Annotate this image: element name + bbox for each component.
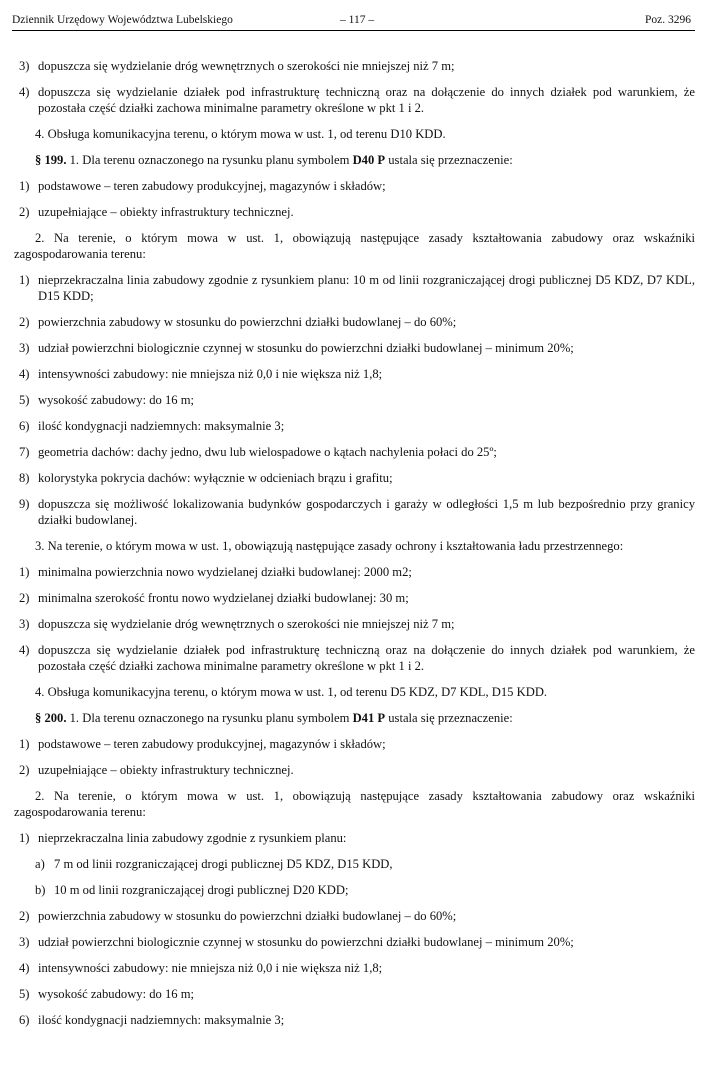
s199-p2-items: [14, 272, 695, 528]
item-text: podstawowe – teren zabudowy produkcyjnej, magazynów i składów;: [38, 737, 386, 751]
item-number: 5): [19, 393, 30, 407]
list-item: [14, 1012, 695, 1028]
item-number: a): [35, 857, 45, 871]
page-header: [12, 12, 695, 31]
item-number: 3): [19, 341, 30, 355]
paragraph: 3. Na terenie, o którym mowa w ust. 1, obowiązują następujące zasady ochrony i kształtowania ładu przestrzennego:: [35, 539, 624, 553]
section-number: § 200.: [35, 711, 67, 725]
list-item: [14, 762, 695, 778]
item-number: 2): [19, 591, 30, 605]
sub-item: [14, 882, 695, 898]
item-number: 4): [19, 643, 30, 657]
s199-items: [14, 178, 695, 220]
item-number: 5): [19, 987, 30, 1001]
list-item: [14, 590, 695, 606]
list-item: [14, 642, 695, 674]
item-text: minimalna powierzchnia nowo wydzielanej działki budowlanej: 2000 m2;: [38, 565, 412, 579]
section-number: § 199.: [35, 153, 67, 167]
item-number: 4): [19, 367, 30, 381]
section-text: ustala się przeznaczenie:: [385, 153, 513, 167]
item-number: 8): [19, 471, 30, 485]
item-text: geometria dachów: dachy jedno, dwu lub wielospadowe o kątach nachylenia połaci do 25º;: [38, 445, 497, 459]
paragraph: 2. Na terenie, o którym mowa w ust. 1, obowiązują następujące zasady kształtowania zabudowy oraz wskaźniki zagospodarowania terenu:: [14, 231, 695, 261]
item-number: 6): [19, 1013, 30, 1027]
list-item: [14, 58, 695, 74]
item-text: powierzchnia zabudowy w stosunku do powierzchni działki budowlanej – do 60%;: [38, 909, 457, 923]
list-item: [14, 340, 695, 356]
item-number: 4): [19, 85, 30, 99]
item-text: powierzchnia zabudowy w stosunku do powierzchni działki budowlanej – do 60%;: [38, 315, 457, 329]
page-number: – 117 –: [340, 14, 375, 26]
list-item: [14, 366, 695, 382]
s200-items: [14, 736, 695, 778]
item-number: 4): [19, 961, 30, 975]
item-text: udział powierzchni biologicznie czynnej w stosunku do powierzchni działki budowlanej – minimum 20%;: [38, 935, 574, 949]
item-text: intensywności zabudowy: nie mniejsza niż 0,0 i nie większa niż 1,8;: [38, 961, 383, 975]
section-text: 1. Dla terenu oznaczonego na rysunku planu symbolem: [66, 711, 353, 725]
item-number: 2): [19, 315, 30, 329]
section-200-heading: [14, 710, 695, 726]
list-item: [14, 564, 695, 580]
list-item: [14, 470, 695, 486]
section-text: 1. Dla terenu oznaczonego na rysunku planu symbolem: [66, 153, 353, 167]
item-text: nieprzekraczalna linia zabudowy zgodnie z rysunkiem planu: 10 m od linii rozgraniczającej drogi publicznej D5 KDZ, D7 KDL, D15 KDD;: [38, 273, 695, 303]
list-item: [14, 418, 695, 434]
item-text: wysokość zabudowy: do 16 m;: [38, 393, 195, 407]
item-number: 9): [19, 497, 30, 511]
list-item: [14, 616, 695, 632]
item-text: dopuszcza się wydzielanie dróg wewnętrznych o szerokości nie mniejszej niż 7 m;: [38, 617, 455, 631]
section-text: ustala się przeznaczenie:: [385, 711, 513, 725]
item-number: 1): [19, 179, 30, 193]
list-item: [14, 908, 695, 924]
item-number: 6): [19, 419, 30, 433]
list-item: [14, 84, 695, 116]
s199-p3-items: [14, 564, 695, 674]
position-number: Poz. 3296: [645, 14, 691, 26]
item-number: 1): [19, 737, 30, 751]
list-item: [14, 178, 695, 194]
item-text: dopuszcza się wydzielanie działek pod infrastrukturę techniczną oraz na dołączenie do innych działek pod warunkiem, że pozostała część działki zachowa minimalne parametry określone w pkt 1 i 2.: [38, 85, 695, 115]
item-number: 1): [19, 831, 30, 845]
zone-symbol: D41 P: [352, 711, 386, 725]
list-item: [14, 314, 695, 330]
item-text: ilość kondygnacji nadziemnych: maksymalnie 3;: [38, 1013, 285, 1027]
item-number: 3): [19, 59, 30, 73]
document-body: [14, 58, 695, 1038]
section-199-heading: [14, 152, 695, 168]
zone-symbol: D40 P: [352, 153, 386, 167]
item-text: kolorystyka pokrycia dachów: wyłącznie w odcieniach brązu i grafitu;: [38, 471, 393, 485]
item-number: 1): [19, 565, 30, 579]
list-item: [14, 934, 695, 950]
list-item: [14, 444, 695, 460]
item-text: uzupełniające – obiekty infrastruktury technicznej.: [38, 763, 294, 777]
item-text: dopuszcza się wydzielanie działek pod infrastrukturę techniczną oraz na dołączenie do innych działek pod warunkiem, że pozostała część działki zachowa minimalne parametry określone w pkt 1 i 2.: [38, 643, 695, 673]
list-item: [14, 830, 695, 846]
item-number: 3): [19, 935, 30, 949]
journal-title: Dziennik Urzędowy Województwa Lubelskiego: [12, 14, 233, 26]
item-text: intensywności zabudowy: nie mniejsza niż 0,0 i nie większa niż 1,8;: [38, 367, 383, 381]
item-number: 7): [19, 445, 30, 459]
paragraph: 2. Na terenie, o którym mowa w ust. 1, obowiązują następujące zasady kształtowania zabudowy oraz wskaźniki zagospodarowania terenu:: [14, 789, 695, 819]
s200-subitems: [14, 856, 695, 898]
list-item: [14, 272, 695, 304]
item-number: 2): [19, 763, 30, 777]
item-text: dopuszcza się możliwość lokalizowania budynków gospodarczych i garaży w odległości 1,5 m lub bezpośrednio przy granicy działki budowlanej.: [38, 497, 695, 527]
item-text: dopuszcza się wydzielanie dróg wewnętrznych o szerokości nie mniejszej niż 7 m;: [38, 59, 455, 73]
item-text: nieprzekraczalna linia zabudowy zgodnie z rysunkiem planu:: [38, 831, 347, 845]
list-item: [14, 392, 695, 408]
item-text: podstawowe – teren zabudowy produkcyjnej, magazynów i składów;: [38, 179, 386, 193]
sub-item: [14, 856, 695, 872]
list-item: [14, 986, 695, 1002]
item-text: minimalna szerokość frontu nowo wydzielanej działki budowlanej: 30 m;: [38, 591, 409, 605]
item-number: 2): [19, 205, 30, 219]
item-text: wysokość zabudowy: do 16 m;: [38, 987, 195, 1001]
list-item: [14, 204, 695, 220]
list-item: [14, 736, 695, 752]
list-item: [14, 496, 695, 528]
item-text: 7 m od linii rozgraniczającej drogi publicznej D5 KDZ, D15 KDD,: [54, 857, 393, 871]
s200-p2-items: [14, 908, 695, 1028]
list-item: [14, 960, 695, 976]
paragraph: 4. Obsługa komunikacyjna terenu, o którym mowa w ust. 1, od terenu D10 KDD.: [35, 127, 446, 141]
paragraph: 4. Obsługa komunikacyjna terenu, o którym mowa w ust. 1, od terenu D5 KDZ, D7 KDL, D15 KDD.: [35, 685, 548, 699]
item-text: 10 m od linii rozgraniczającej drogi publicznej D20 KDD;: [54, 883, 349, 897]
item-text: udział powierzchni biologicznie czynnej w stosunku do powierzchni działki budowlanej – minimum 20%;: [38, 341, 574, 355]
item-number: 2): [19, 909, 30, 923]
item-number: b): [35, 883, 46, 897]
item-number: 3): [19, 617, 30, 631]
item-text: ilość kondygnacji nadziemnych: maksymalnie 3;: [38, 419, 285, 433]
item-number: 1): [19, 273, 30, 287]
item-text: uzupełniające – obiekty infrastruktury technicznej.: [38, 205, 294, 219]
